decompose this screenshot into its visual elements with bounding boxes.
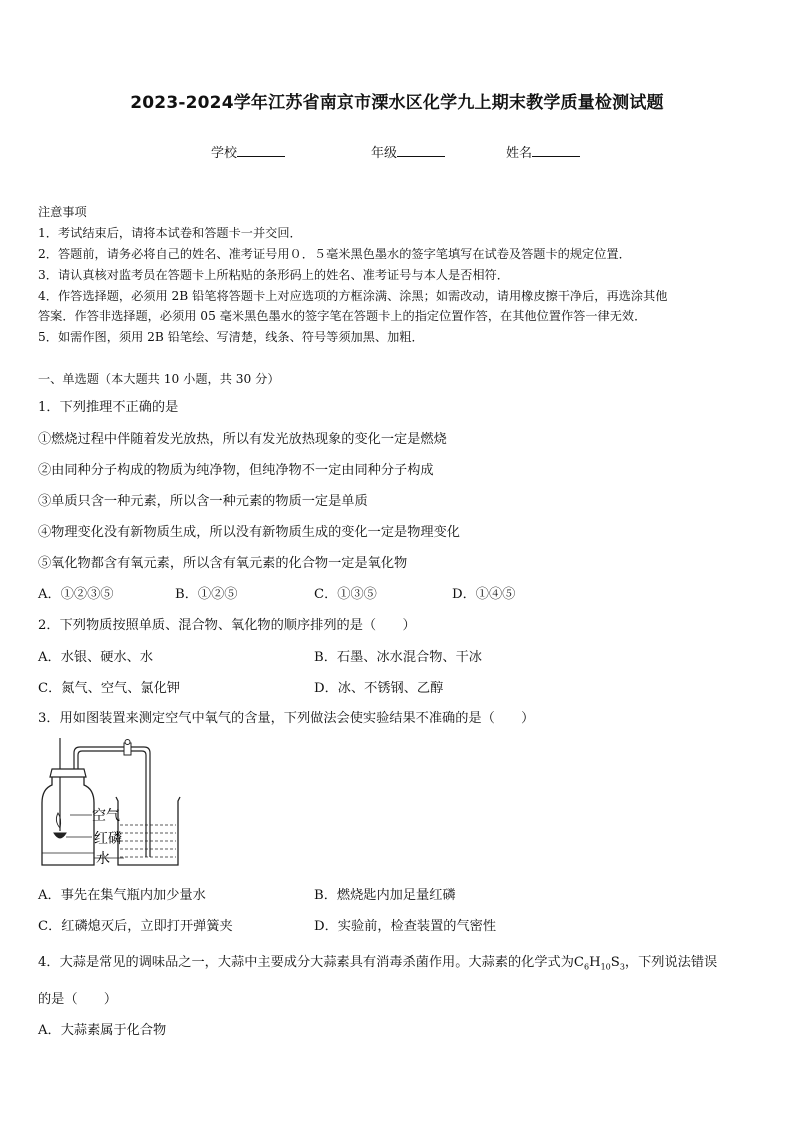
label-air: 空气 xyxy=(92,808,120,824)
q3-option-a[interactable]: A．事先在集气瓶内加少量水 xyxy=(38,888,206,903)
page-title: 2023-2024学年江苏省南京市溧水区化学九上期末教学质量检测试题 xyxy=(130,93,664,113)
grade-label: 年级 xyxy=(371,146,398,161)
gas-bottle xyxy=(42,777,94,865)
q4-option-a[interactable]: A．大蒜素属于化合物 xyxy=(38,1023,167,1038)
q3-option-b[interactable]: B．燃烧匙内加足量红磷 xyxy=(314,888,456,903)
question-1-stem: 1．下列推理不正确的是 xyxy=(38,400,179,415)
oxygen-measurement-apparatus xyxy=(36,733,184,873)
question-3-stem: 3．用如图装置来测定空气中氧气的含量，下列做法会使实验结果不准确的是（ ） xyxy=(38,711,535,726)
q2-option-b[interactable]: B．石墨、冰水混合物、干冰 xyxy=(314,650,482,665)
q2-option-a[interactable]: A．水银、硬水、水 xyxy=(38,650,154,665)
q1-statement: ②由同种分子构成的物质为纯净物，但纯净物不一定由同种分子构成 xyxy=(38,463,434,478)
notice-item: 3．请认真核对监考员在答题卡上所粘贴的条形码上的姓名、准考证号与本人是否相符． xyxy=(38,268,509,282)
beaker-water xyxy=(120,825,176,857)
question-2-stem: 2．下列物质按照单质、混合物、氧化物的顺序排列的是（ ） xyxy=(38,618,416,633)
name-field[interactable] xyxy=(506,142,580,161)
grade-blank[interactable] xyxy=(397,144,445,157)
school-label: 学校 xyxy=(211,146,238,161)
q2-option-c[interactable]: C．氮气、空气、氯化钾 xyxy=(38,681,180,696)
stopper xyxy=(50,769,86,777)
name-blank[interactable] xyxy=(532,144,580,157)
section-heading: 一、单选题（本大题共 10 小题，共 30 分） xyxy=(38,372,280,386)
q1-option-c[interactable]: C．①③⑤ xyxy=(314,587,377,602)
chemical-formula: $C_6H_{10}S_3$ xyxy=(573,955,625,972)
label-phosphorus: 红磷 xyxy=(94,831,122,847)
q4-stem-text: 4．大蒜是常见的调味品之一，大蒜中主要成分大蒜素具有消毒杀菌作用。大蒜素的化学式为 xyxy=(38,955,574,970)
question-4-stem xyxy=(38,951,717,972)
q3-option-c[interactable]: C．红磷熄灭后，立即打开弹簧夹 xyxy=(38,919,233,934)
q1-statement: ③单质只含一种元素，所以含一种元素的物质一定是单质 xyxy=(38,494,368,509)
beaker xyxy=(116,797,180,865)
q4-stem-text: ，下列说法错误 xyxy=(624,955,718,970)
notice-heading: 注意事项 xyxy=(38,205,87,219)
notice-item: 5．如需作图，须用 2B 铅笔绘、写清楚，线条、符号等须加黑、加粗． xyxy=(38,330,424,344)
q3-option-d[interactable]: D．实验前，检查装置的气密性 xyxy=(314,919,497,934)
name-label: 姓名 xyxy=(506,146,533,161)
q1-statement: ⑤氧化物都含有氧元素，所以含有氧元素的化合物一定是氧化物 xyxy=(38,556,408,571)
q1-statement: ①燃烧过程中伴随着发光放热，所以有发光放热现象的变化一定是燃烧 xyxy=(38,432,447,447)
school-field[interactable] xyxy=(211,142,285,161)
grade-field[interactable] xyxy=(371,142,445,161)
notice-item: 1．考试结束后，请将本试卷和答题卡一并交回． xyxy=(38,226,302,240)
notice-item: 2．答题前，请务必将自己的姓名、准考证号用０．５毫米黑色墨水的签字笔填写在试卷及答题卡的规定位置． xyxy=(38,247,631,261)
q1-statement: ④物理变化没有新物质生成，所以没有新物质生成的变化一定是物理变化 xyxy=(38,525,460,540)
q1-option-a[interactable]: A．①②③⑤ xyxy=(38,587,114,602)
q1-option-d[interactable]: D．①④⑤ xyxy=(452,587,516,602)
notice-item: 4．作答选择题，必须用 2B 铅笔将答题卡上对应选项的方框涂满、涂黑；如需改动，请用橡皮擦干净后，再选涂其他 xyxy=(38,289,668,303)
school-blank[interactable] xyxy=(237,144,285,157)
label-water: 水 xyxy=(96,851,110,867)
q4-stem-continued: 的是（ ） xyxy=(38,992,118,1007)
red-phosphorus-spoon xyxy=(54,833,66,838)
q2-option-d[interactable]: D．冰、不锈钢、乙醇 xyxy=(314,681,444,696)
notice-item: 答案．作答非选择题，必须用 05 毫米黑色墨水的签字笔在答题卡上的指定位置作答，在其他位置作答一律无效． xyxy=(38,309,647,323)
q1-option-b[interactable]: B．①②⑤ xyxy=(175,587,238,602)
